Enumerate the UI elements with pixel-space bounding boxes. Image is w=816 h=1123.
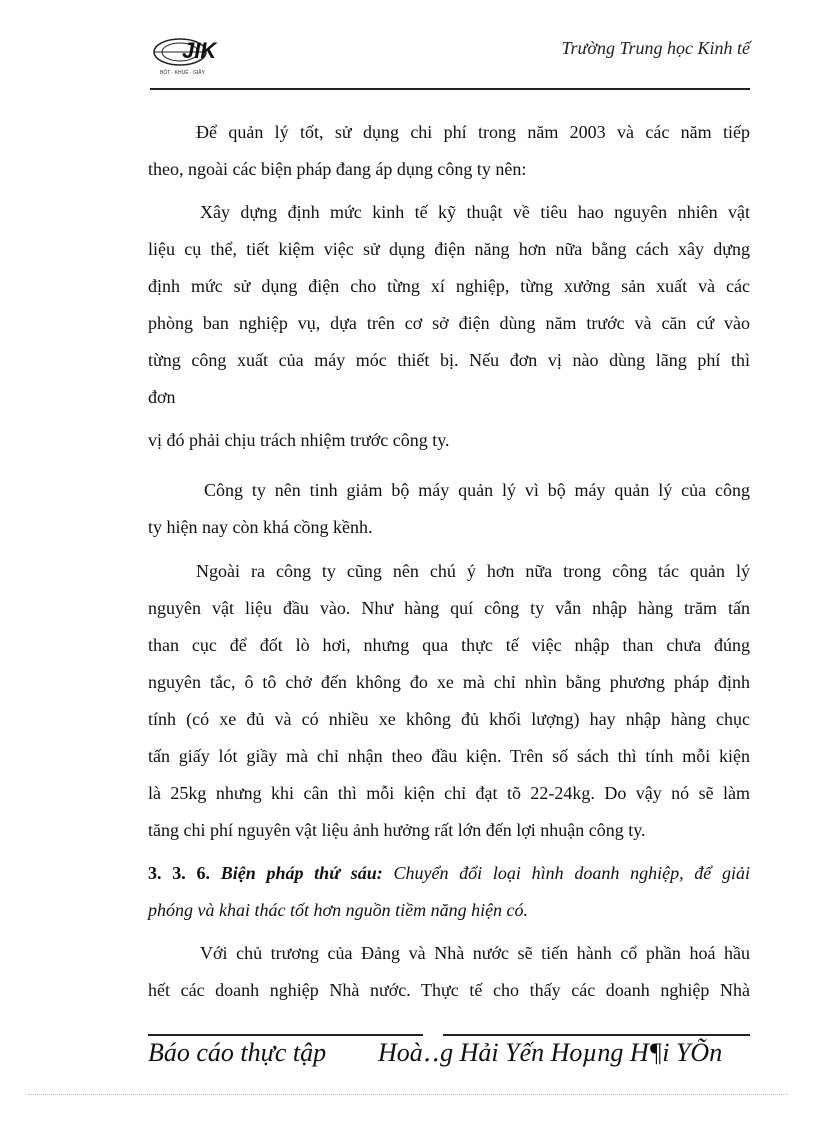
p5-line-5: tính (có xe đủ và có nhiều xe không đủ khối lượng) hay nhập hàng chục	[148, 709, 750, 729]
p1-line-1: Để quản lý tốt, sử dụng chi phí trong năm 2003 và các năm tiếp	[196, 122, 750, 142]
p5-line-4: nguyên tắc, ô tô chở đến không đo xe mà chỉ nhìn bằng phương pháp định	[148, 672, 750, 692]
p5-line-1: Ngoài ra công ty cũng nên chú ý hơn nữa trong công tác quản lý	[196, 561, 750, 581]
p2-line-6: đơn	[148, 387, 176, 407]
footer-author-name: Hoà‥g Hải Yến Hoµng H¶i YÕn	[378, 1038, 723, 1067]
p5-line-6: tấn giấy lót giầy mà chỉ nhận theo đầu kiện. Trên số sách thì tính mỗi kiện	[148, 746, 750, 766]
p2-line-1: Xây dựng định mức kinh tế kỹ thuật về tiêu hao nguyên nhiên vật	[200, 202, 750, 222]
logo-text: JIK	[182, 38, 217, 63]
p4-line-2: ty hiện nay còn khá cồng kềnh.	[148, 517, 373, 537]
header-divider	[150, 88, 750, 90]
p2-line-4: phòng ban nghiệp vụ, dựa trên cơ sở điện dùng năm trước và căn cứ vào	[148, 313, 750, 333]
company-logo	[150, 30, 228, 76]
p1-line-2: theo, ngoài các biện pháp đang áp dụng công ty nên:	[148, 159, 527, 179]
page-header	[150, 30, 750, 92]
p5-line-7: là 25kg nhưng khi cân thì mỗi kiện chỉ đạt tõ 22-24kg. Do vậy nó sẽ làm	[148, 783, 750, 803]
school-name: Trường Trung học Kinh tế	[561, 38, 750, 58]
logo-subtext: BỘT · KHUÊ · GIẦY	[160, 70, 205, 76]
p7-line-2: hết các doanh nghiệp Nhà nước. Thực tế cho thấy các doanh nghiệp Nhà	[148, 980, 750, 1000]
section-heading-line-1	[148, 855, 750, 893]
p2-line-3: định mức sử dụng điện cho từng xí nghiệp, từng xưởng sản xuất và các	[148, 276, 750, 296]
footer-divider-left	[148, 1034, 423, 1036]
paragraph-3: vị đó phải chịu trách nhiệm trước công ty.	[148, 430, 450, 450]
section-number: 3. 3. 6.	[148, 863, 210, 883]
p5-line-3: than cục để đốt lò hơi, nhưng qua thực tế việc nhập than chưa đúng	[148, 635, 750, 655]
section-heading-line-2: phóng và khai thác tốt hơn nguồn tiềm năng hiện có.	[148, 900, 529, 920]
section-title: Biện pháp thứ sáu:	[220, 863, 383, 883]
p7-line-1: Với chủ trương của Đảng và Nhà nước sẽ tiến hành cổ phần hoá hầu	[200, 943, 750, 963]
page-bottom-dotted-line	[28, 1094, 788, 1095]
p4-line-1: Công ty nên tinh giảm bộ máy quản lý vì bộ máy quản lý của công	[204, 480, 750, 500]
footer-divider-right	[443, 1034, 750, 1036]
p5-line-2: nguyên vật liệu đầu vào. Như hàng quí công ty vẫn nhập hàng trăm tấn	[148, 598, 750, 618]
p5-line-8: tăng chi phí nguyên vật liệu ảnh hưởng rất lớn đến lợi nhuận công ty.	[148, 820, 646, 840]
p2-line-2: liệu cụ thể, tiết kiệm việc sử dụng điện năng hơn nữa bằng cách xây dựng	[148, 239, 750, 259]
section-subtitle: Chuyển đổi loại hình doanh nghiệp, để giải	[393, 863, 751, 883]
p2-line-5: từng công xuất của máy móc thiết bị. Nếu đơn vị nào dùng lãng phí thì	[148, 350, 750, 370]
footer-report-label: Báo cáo thực tập	[148, 1038, 327, 1067]
